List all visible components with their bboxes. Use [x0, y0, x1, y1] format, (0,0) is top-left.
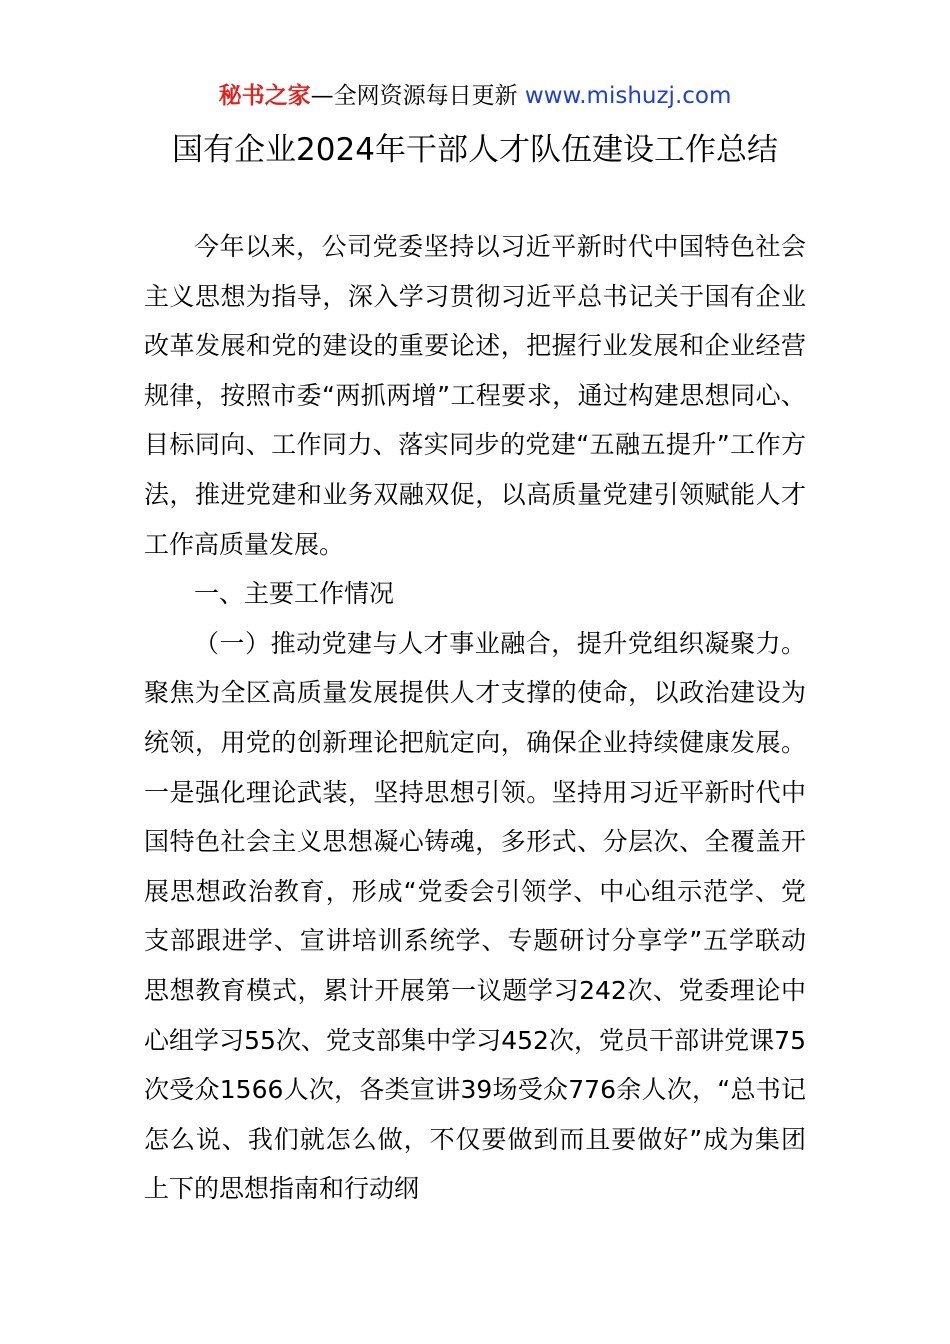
section-heading: 一、主要工作情况: [194, 579, 395, 609]
document-title: 国有企业2024年干部人才队伍建设工作总结: [172, 132, 778, 168]
site-url-link[interactable]: www.mishuzj.com: [524, 83, 732, 109]
site-brand: 秘书之家: [218, 83, 311, 109]
body-paragraph: （一）推动党建与人才事业融合，提升党组织凝聚力。聚焦为全区高质量发展提供人才支撑的使命，以政治建设为统领，用党的创新理论把航定向，确保企业持续健康发展。一是强化理论武装，坚持思想引领。坚持用习近平新时代中国特色社会主义思想凝心铸魂，多形式、分层次、全覆盖开展思想政治教育，形成“党委会引领学、中心组示范学、党支部跟进学、宣讲培训系统学、专题研讨分享学”五学联动思想教育模式，累计开展第一议题学习242次、党委理论中心组学习55次、党支部集中学习452次，党员干部讲党课75次受众1566人次，各类宣讲39场受众776余人次，“总书记怎么说、我们就怎么做，不仅要做到而且要做好”成为集团上下的思想指南和行动纲: [144, 628, 806, 1204]
document-body: [144, 222, 806, 1214]
site-slogan: —全网资源每日更新: [310, 83, 518, 109]
site-header: [0, 80, 950, 112]
intro-paragraph: 今年以来，公司党委坚持以习近平新时代中国特色社会主义思想为指导，深入学习贯彻习近平总书记关于国有企业改革发展和党的建设的重要论述，把握行业发展和企业经营规律，按照市委“两抓两增”工程要求，通过构建思想同心、目标同向、工作同力、落实同步的党建“五融五提升”工作方法，推进党建和业务双融双促，以高质量党建引领赋能人才工作高质量发展。: [144, 232, 806, 559]
